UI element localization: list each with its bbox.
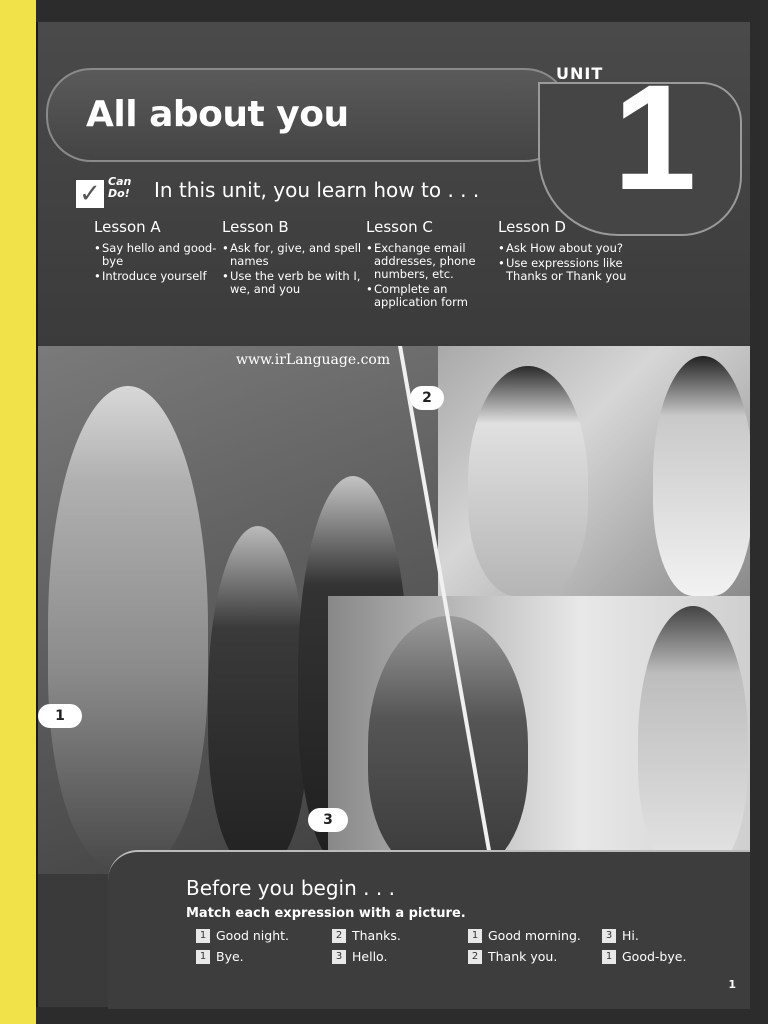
expression-text: Thanks. [352,928,401,943]
page-number: 1 [728,978,736,991]
photo-badge-1: 1 [38,704,82,728]
lesson-item: • Exchange email addresses, phone numbers, etc. [366,242,496,281]
answer-box[interactable]: 1 [196,950,210,964]
woman-figure-background [208,526,308,866]
lesson-item: • Ask for, give, and spell names [222,242,362,268]
lesson-item: • Introduce yourself [94,270,224,283]
before-you-begin-title: Before you begin . . . [186,876,395,900]
answer-box[interactable]: 2 [468,950,482,964]
lesson-title: Lesson B [222,218,289,236]
unit-label: UNIT [556,64,604,83]
yellow-tape [0,0,36,1024]
unit-header [38,22,750,344]
expression-item [602,928,639,943]
match-instruction: Match each expression with a picture. [186,906,466,921]
expression-item [196,928,289,943]
unit-number: 1 [613,53,697,221]
lesson-title: Lesson C [366,218,433,236]
expression-text: Hi. [622,928,639,943]
expression-item [196,949,244,964]
lesson-title: Lesson D [498,218,566,236]
photo-collage [38,346,750,874]
expression-item [468,928,581,943]
unit-title: All about you [86,94,349,135]
textbook-page [36,22,750,1007]
checkmark-icon: ✓ [76,180,104,208]
can-do-logo [76,176,132,210]
unit-intro: In this unit, you learn how to . . . [154,178,480,202]
woman-with-gift [468,366,588,596]
watermark: www.irLanguage.com [236,352,391,368]
lesson-b [212,218,362,298]
expression-item [468,949,557,964]
expression-text: Thank you. [488,949,558,964]
expression-text: Hello. [352,949,388,964]
can-do-label: Can Do! [108,175,132,200]
answer-box[interactable]: 3 [602,929,616,943]
lesson-item: • Complete an application form [366,283,496,309]
expression-item [602,949,686,964]
lesson-a [84,218,224,285]
expression-text: Bye. [216,949,244,964]
lesson-c [356,218,496,311]
lesson-d [488,218,638,285]
answer-box[interactable]: 1 [196,929,210,943]
expression-text: Good night. [216,928,290,943]
lesson-title: Lesson A [94,218,161,236]
lesson-item: • Use the verb be with I, we, and you [222,270,362,296]
expression-item [332,949,387,964]
photo-handshake [328,596,750,874]
older-man-figure [368,616,528,874]
lesson-item: • Say hello and good-bye [94,242,224,268]
expression-item [332,928,401,943]
before-you-begin-panel [108,850,750,1009]
photo-gift-exchange [438,346,750,596]
answer-box[interactable]: 1 [602,950,616,964]
young-man-figure [638,606,748,874]
lesson-item: • Ask How about you? [498,242,638,255]
answer-box[interactable]: 1 [468,929,482,943]
expression-text: Good morning. [488,928,581,943]
woman-figure [48,386,208,866]
woman-giving-gift [653,356,750,596]
answer-box[interactable]: 2 [332,929,346,943]
photo-badge-3: 3 [308,808,348,832]
expression-text: Good-bye. [622,949,687,964]
answer-box[interactable]: 3 [332,950,346,964]
lesson-item: • Use expressions like Thanks or Thank you [498,257,638,283]
photo-badge-2: 2 [410,386,444,410]
